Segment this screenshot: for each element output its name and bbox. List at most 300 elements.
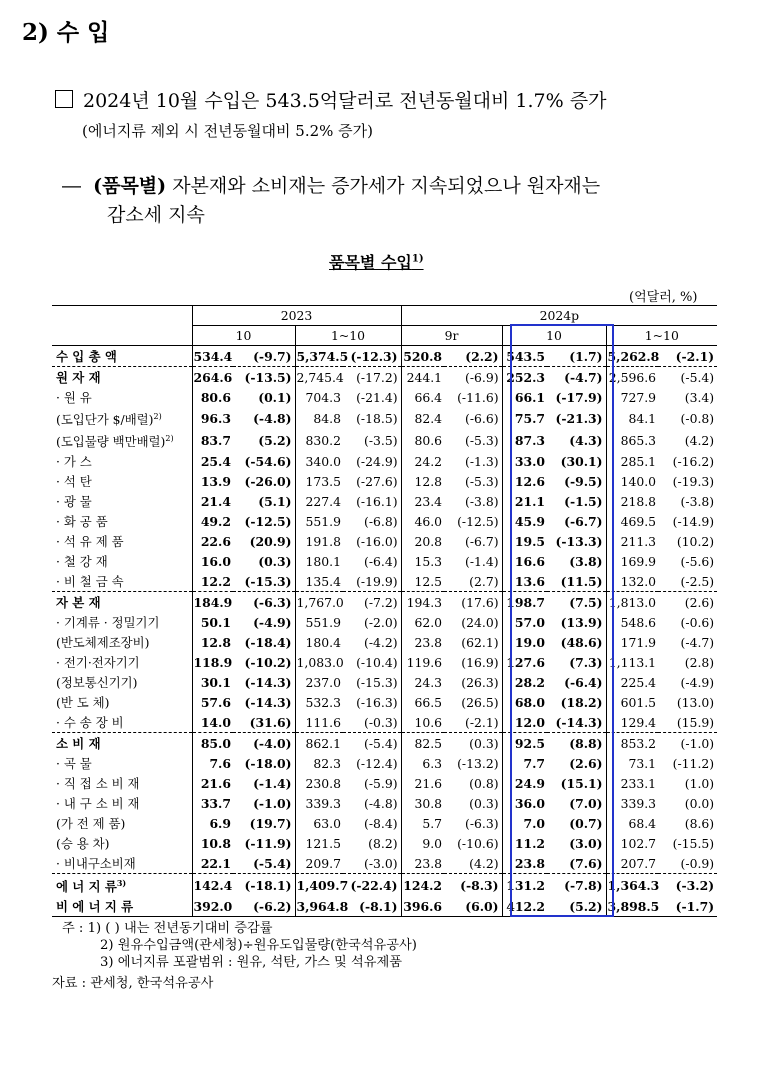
cell-pct: (48.6) <box>560 634 603 650</box>
cell-value: 142.4 <box>192 874 233 897</box>
row-label-text: · 내 구 소 비 재 <box>56 795 140 811</box>
row-label-text: · 전기·전자기기 <box>56 654 140 670</box>
cell-pct: (-2.1) <box>464 714 499 730</box>
row-label-text: 소 비 재 <box>56 735 101 751</box>
cell-pct: (-10.2) <box>244 654 292 670</box>
cell-pct: (-9.5) <box>564 473 603 489</box>
row-label-text: (반 도 체) <box>56 694 110 710</box>
cell-pct: (5.1) <box>258 493 292 509</box>
table-row <box>52 551 717 571</box>
cell-value: 12.8 <box>401 471 444 491</box>
cell-value: 23.8 <box>401 632 444 652</box>
cell-value: 534.4 <box>192 346 233 367</box>
cell-value: 207.7 <box>606 853 658 874</box>
cell-pct: (-4.0) <box>233 733 295 754</box>
cell-pct: (-4.9) <box>253 614 292 630</box>
cell-pct: (0.8) <box>469 775 499 791</box>
cell-pct: (-19.3) <box>672 473 715 489</box>
cell-pct: (-5.3) <box>464 432 499 448</box>
cell-value: 84.1 <box>606 407 658 429</box>
cell-value: 80.6 <box>192 387 233 407</box>
cell-value: 264.6 <box>192 367 233 388</box>
cell-pct: (-13.5) <box>233 367 295 388</box>
row-label-text: · 석 유 제 품 <box>56 533 124 549</box>
cell-value: 194.3 <box>401 592 444 613</box>
cell-pct: (-15.5) <box>672 835 715 851</box>
cell-value: 73.1 <box>606 753 658 773</box>
cell-value: 22.6 <box>192 531 233 551</box>
header-col: 1~10 <box>295 326 401 346</box>
cell-pct: (-6.8) <box>363 513 398 529</box>
cell-pct: (2.6) <box>658 592 717 613</box>
cell-pct: (-1.4) <box>464 553 499 569</box>
cell-pct: (19.7) <box>249 815 292 831</box>
cell-value: 237.0 <box>295 672 343 692</box>
header-col: 9r <box>401 326 502 346</box>
table-title <box>329 250 424 273</box>
bullet-dash: ― <box>62 175 81 197</box>
cell-pct: (-6.7) <box>464 533 499 549</box>
cell-pct: (0.3) <box>444 733 502 754</box>
cell-value: 3,898.5 <box>606 896 658 917</box>
cell-value: 92.5 <box>502 733 547 754</box>
row-label <box>52 571 192 592</box>
table-row <box>52 652 717 672</box>
cell-value: 87.3 <box>502 429 547 451</box>
header-col: 10 <box>502 326 606 346</box>
cell-pct: (-16.2) <box>672 453 715 469</box>
cell-pct: (-3.0) <box>363 855 398 871</box>
cell-pct: (-11.2) <box>672 755 715 771</box>
cell-pct: (11.5) <box>560 573 603 589</box>
headline-text: 2024년 10월 수입은 543.5억달러로 전년동월대비 1.7% 증가 <box>83 90 607 112</box>
cell-value: 23.8 <box>401 853 444 874</box>
row-label-text: · 가 스 <box>56 453 92 469</box>
row-label <box>52 511 192 531</box>
cell-pct: (5.2) <box>258 432 292 448</box>
cell-value: 340.0 <box>295 451 343 471</box>
cell-value: 121.5 <box>295 833 343 853</box>
row-label-text: (가 전 제 품) <box>56 815 126 831</box>
cell-pct: (-5.4) <box>658 367 717 388</box>
table-row <box>52 407 717 429</box>
cell-value: 180.1 <box>295 551 343 571</box>
row-label <box>52 793 192 813</box>
row-label <box>52 773 192 793</box>
table-row <box>52 367 717 388</box>
table-row <box>52 451 717 471</box>
cell-value: 24.3 <box>401 672 444 692</box>
row-label-text: (정보통신기기) <box>56 674 138 690</box>
cell-value: 184.9 <box>192 592 233 613</box>
cell-pct: (7.3) <box>569 654 603 670</box>
cell-value: 12.0 <box>502 712 547 733</box>
cell-value: 21.1 <box>502 491 547 511</box>
cell-pct: (6.0) <box>444 896 502 917</box>
table-row <box>52 511 717 531</box>
cell-pct: (-9.7) <box>253 348 292 364</box>
bullet-line2: 감소세 지속 <box>107 204 205 226</box>
cell-value: 396.6 <box>401 896 444 917</box>
cell-pct: (-19.9) <box>356 573 398 589</box>
cell-value: 14.0 <box>192 712 233 733</box>
cell-pct: (-18.0) <box>244 755 292 771</box>
header-row-months <box>52 326 717 346</box>
cell-pct: (3.0) <box>569 835 603 851</box>
table-row <box>52 853 717 874</box>
cell-pct: (-6.6) <box>464 410 499 426</box>
cell-pct: (4.2) <box>684 432 715 448</box>
cell-value: 131.2 <box>502 874 547 897</box>
row-label-text: · 기계류 · 정밀기기 <box>56 614 160 630</box>
cell-pct: (7.5) <box>547 592 606 613</box>
row-label <box>52 491 192 511</box>
cell-pct: (24.0) <box>461 614 499 630</box>
cell-pct: (-4.7) <box>547 367 606 388</box>
row-label-text: 에 너 지 류 <box>56 879 117 895</box>
bullet-bold: (품목별) <box>93 175 167 197</box>
cell-value: 30.1 <box>192 672 233 692</box>
cell-pct: (-14.3) <box>244 694 292 710</box>
row-label-text: (도입물량 백만배럴) <box>56 434 166 450</box>
cell-value: 33.7 <box>192 793 233 813</box>
footnote: 3) 에너지류 포괄범위 : 원유, 석탄, 가스 및 석유제품 <box>100 955 402 970</box>
cell-value: 82.3 <box>295 753 343 773</box>
row-label <box>52 471 192 491</box>
cell-pct: (-22.4) <box>343 874 401 897</box>
table-row <box>52 571 717 592</box>
cell-pct: (-2.0) <box>363 614 398 630</box>
cell-pct: (31.6) <box>249 714 292 730</box>
row-label-text: · 수 송 장 비 <box>56 714 124 730</box>
table-row <box>52 733 717 754</box>
cell-pct: (-0.8) <box>680 410 715 426</box>
cell-value: 46.0 <box>401 511 444 531</box>
cell-value: 84.8 <box>295 407 343 429</box>
cell-value: 6.9 <box>192 813 233 833</box>
cell-value: 548.6 <box>606 612 658 632</box>
row-label <box>52 531 192 551</box>
bullet-paragraph <box>62 172 600 230</box>
footnote: 2) 원유수입금액(관세청)÷원유도입물량(한국석유공사) <box>100 938 417 953</box>
cell-pct: (-15.3) <box>244 573 292 589</box>
cell-pct: (10.2) <box>676 533 715 549</box>
cell-pct: (-16.3) <box>356 694 398 710</box>
cell-value: 5,374.5 <box>295 346 343 367</box>
cell-value: 16.0 <box>192 551 233 571</box>
headline <box>55 86 606 113</box>
cell-pct: (7.0) <box>569 795 603 811</box>
cell-pct: (-4.8) <box>253 410 292 426</box>
row-label-text: · 비 철 금 속 <box>56 573 124 589</box>
cell-pct: (15.9) <box>676 714 715 730</box>
cell-pct: (4.3) <box>569 432 603 448</box>
row-label <box>52 753 192 773</box>
header-2024: 2024p <box>401 306 717 326</box>
cell-value: 102.7 <box>606 833 658 853</box>
cell-pct: (0.3) <box>469 795 499 811</box>
cell-pct: (-0.6) <box>680 614 715 630</box>
cell-pct: (-26.0) <box>244 473 292 489</box>
cell-value: 1,813.0 <box>606 592 658 613</box>
cell-value: 727.9 <box>606 387 658 407</box>
table-row <box>52 896 717 917</box>
cell-value: 853.2 <box>606 733 658 754</box>
cell-value: 532.3 <box>295 692 343 712</box>
cell-pct: (-1.0) <box>658 733 717 754</box>
row-label-text: (도입단가 $/배럴) <box>56 412 154 428</box>
cell-value: 68.0 <box>502 692 547 712</box>
cell-value: 227.4 <box>295 491 343 511</box>
row-label <box>52 387 192 407</box>
table-title-sup: 1) <box>411 253 424 265</box>
row-label-text: (반도체제조장비) <box>56 634 150 650</box>
row-label-text: · 비내구소비재 <box>56 855 136 871</box>
row-label-text: 원 자 재 <box>56 369 101 385</box>
table-row <box>52 632 717 652</box>
cell-pct: (-5.3) <box>464 473 499 489</box>
cell-pct: (26.3) <box>461 674 499 690</box>
table-row <box>52 592 717 613</box>
cell-value: 33.0 <box>502 451 547 471</box>
cell-pct: (20.9) <box>249 533 292 549</box>
cell-pct: (18.2) <box>560 694 603 710</box>
cell-value: 63.0 <box>295 813 343 833</box>
cell-value: 20.8 <box>401 531 444 551</box>
cell-value: 2,596.6 <box>606 367 658 388</box>
cell-pct: (7.6) <box>569 855 603 871</box>
row-label <box>52 612 192 632</box>
cell-value: 1,083.0 <box>295 652 343 672</box>
cell-pct: (-21.3) <box>555 410 603 426</box>
cell-value: 62.0 <box>401 612 444 632</box>
table-row <box>52 813 717 833</box>
cell-value: 225.4 <box>606 672 658 692</box>
cell-pct: (-11.9) <box>244 835 292 851</box>
row-label-text: · 직 접 소 비 재 <box>56 775 140 791</box>
header-row-years <box>52 306 717 326</box>
cell-pct: (0.7) <box>569 815 603 831</box>
cell-value: 1,409.7 <box>295 874 343 897</box>
cell-value: 830.2 <box>295 429 343 451</box>
cell-pct: (2.8) <box>684 654 715 670</box>
row-label-text: (승 용 차) <box>56 835 110 851</box>
cell-value: 23.8 <box>502 853 547 874</box>
cell-value: 66.1 <box>502 387 547 407</box>
cell-pct: (-24.9) <box>356 453 398 469</box>
cell-pct: (13.0) <box>676 694 715 710</box>
cell-value: 127.6 <box>502 652 547 672</box>
table-row <box>52 346 717 367</box>
row-label-sup: 2) <box>153 412 162 421</box>
cell-pct: (-2.5) <box>680 573 715 589</box>
cell-pct: (1.0) <box>684 775 715 791</box>
row-label <box>52 407 192 429</box>
cell-pct: (1.7) <box>569 348 603 364</box>
cell-value: 12.5 <box>401 571 444 592</box>
cell-value: 6.3 <box>401 753 444 773</box>
cell-pct: (-12.3) <box>350 348 398 364</box>
cell-value: 191.8 <box>295 531 343 551</box>
cell-value: 252.3 <box>502 367 547 388</box>
cell-pct: (-6.3) <box>464 815 499 831</box>
row-label <box>52 551 192 571</box>
import-table <box>52 305 717 917</box>
header-corner-2 <box>52 326 192 346</box>
cell-pct: (-6.2) <box>233 896 295 917</box>
table-row <box>52 692 717 712</box>
cell-pct: (-12.5) <box>244 513 292 529</box>
cell-pct: (-5.4) <box>253 855 292 871</box>
cell-pct: (-12.5) <box>457 513 499 529</box>
row-label <box>52 632 192 652</box>
table-row <box>52 874 717 897</box>
row-label <box>52 853 192 874</box>
cell-value: 339.3 <box>606 793 658 813</box>
cell-pct: (26.5) <box>461 694 499 710</box>
cell-pct: (62.1) <box>461 634 499 650</box>
bullet-line1: 자본재와 소비재는 증가세가 지속되었으나 원자재는 <box>172 175 601 197</box>
cell-value: 862.1 <box>295 733 343 754</box>
cell-pct: (0.3) <box>258 553 292 569</box>
cell-pct: (2.2) <box>465 348 499 364</box>
table-row <box>52 491 717 511</box>
table-row <box>52 753 717 773</box>
cell-pct: (-0.3) <box>363 714 398 730</box>
row-label <box>52 346 192 367</box>
cell-pct: (-15.3) <box>356 674 398 690</box>
table-row <box>52 612 717 632</box>
row-label <box>52 451 192 471</box>
table-title-text: 품목별 수입 <box>329 253 412 272</box>
cell-value: 244.1 <box>401 367 444 388</box>
cell-pct: (-7.8) <box>547 874 606 897</box>
cell-value: 520.8 <box>401 346 444 367</box>
table-row <box>52 793 717 813</box>
cell-value: 23.4 <box>401 491 444 511</box>
cell-value: 68.4 <box>606 813 658 833</box>
cell-pct: (-27.6) <box>356 473 398 489</box>
section-title: 2) 수 입 <box>22 19 110 46</box>
cell-pct: (2.6) <box>569 755 603 771</box>
cell-pct: (-8.3) <box>444 874 502 897</box>
cell-pct: (-6.9) <box>444 367 502 388</box>
cell-pct: (-11.6) <box>457 389 499 405</box>
cell-pct: (-3.2) <box>658 874 717 897</box>
cell-pct: (8.2) <box>368 835 398 851</box>
cell-value: 19.0 <box>502 632 547 652</box>
cell-value: 49.2 <box>192 511 233 531</box>
cell-value: 12.6 <box>502 471 547 491</box>
cell-value: 230.8 <box>295 773 343 793</box>
cell-pct: (-14.3) <box>555 714 603 730</box>
cell-pct: (-18.4) <box>244 634 292 650</box>
cell-value: 82.5 <box>401 733 444 754</box>
cell-value: 22.1 <box>192 853 233 874</box>
cell-value: 28.2 <box>502 672 547 692</box>
cell-value: 57.0 <box>502 612 547 632</box>
cell-value: 57.6 <box>192 692 233 712</box>
cell-value: 233.1 <box>606 773 658 793</box>
footnote: 주 : 1) ( ) 내는 전년동기대비 증감률 <box>62 921 273 936</box>
cell-pct: (13.9) <box>560 614 603 630</box>
row-label-sup: 2) <box>165 434 174 444</box>
cell-pct: (-8.4) <box>363 815 398 831</box>
cell-value: 45.9 <box>502 511 547 531</box>
cell-pct: (-13.2) <box>457 755 499 771</box>
cell-pct: (0.1) <box>258 389 292 405</box>
header-col: 10 <box>192 326 295 346</box>
cell-pct: (-0.9) <box>680 855 715 871</box>
cell-value: 198.7 <box>502 592 547 613</box>
row-label <box>52 874 192 897</box>
cell-value: 543.5 <box>502 346 547 367</box>
table-row <box>52 672 717 692</box>
cell-pct: (-5.6) <box>680 553 715 569</box>
row-label-sup: 3) <box>116 878 127 889</box>
cell-pct: (-3.8) <box>464 493 499 509</box>
cell-pct: (-12.4) <box>356 755 398 771</box>
table-row <box>52 531 717 551</box>
cell-value: 551.9 <box>295 612 343 632</box>
cell-value: 75.7 <box>502 407 547 429</box>
cell-value: 24.2 <box>401 451 444 471</box>
cell-pct: (15.1) <box>560 775 603 791</box>
cell-pct: (-2.1) <box>675 348 715 364</box>
cell-pct: (-10.4) <box>356 654 398 670</box>
cell-value: 469.5 <box>606 511 658 531</box>
row-label-text: · 곡 물 <box>56 755 92 771</box>
row-label-text: · 화 공 품 <box>56 513 108 529</box>
cell-pct: (30.1) <box>560 453 603 469</box>
cell-value: 13.6 <box>502 571 547 592</box>
cell-value: 10.6 <box>401 712 444 733</box>
cell-pct: (0.0) <box>684 795 715 811</box>
cell-value: 129.4 <box>606 712 658 733</box>
cell-pct: (-16.0) <box>356 533 398 549</box>
cell-pct: (-1.5) <box>564 493 603 509</box>
cell-value: 15.3 <box>401 551 444 571</box>
cell-value: 7.7 <box>502 753 547 773</box>
cell-pct: (-18.5) <box>356 410 398 426</box>
cell-pct: (-3.5) <box>363 432 398 448</box>
cell-pct: (2.7) <box>469 573 499 589</box>
cell-pct: (-5.4) <box>343 733 401 754</box>
cell-value: 118.9 <box>192 652 233 672</box>
row-label <box>52 813 192 833</box>
row-label-text: 비 에 너 지 류 <box>56 898 134 914</box>
cell-pct: (-16.1) <box>356 493 398 509</box>
cell-value: 865.3 <box>606 429 658 451</box>
cell-pct: (-13.3) <box>555 533 603 549</box>
cell-pct: (4.2) <box>469 855 499 871</box>
cell-value: 211.3 <box>606 531 658 551</box>
row-label <box>52 692 192 712</box>
cell-value: 96.3 <box>192 407 233 429</box>
cell-value: 124.2 <box>401 874 444 897</box>
cell-value: 13.9 <box>192 471 233 491</box>
cell-pct: (-14.3) <box>244 674 292 690</box>
cell-pct: (-5.9) <box>363 775 398 791</box>
cell-pct: (-7.2) <box>343 592 401 613</box>
cell-value: 218.8 <box>606 491 658 511</box>
cell-value: 9.0 <box>401 833 444 853</box>
cell-value: 285.1 <box>606 451 658 471</box>
cell-value: 12.2 <box>192 571 233 592</box>
cell-pct: (-4.7) <box>680 634 715 650</box>
cell-value: 24.9 <box>502 773 547 793</box>
cell-pct: (-1.0) <box>253 795 292 811</box>
